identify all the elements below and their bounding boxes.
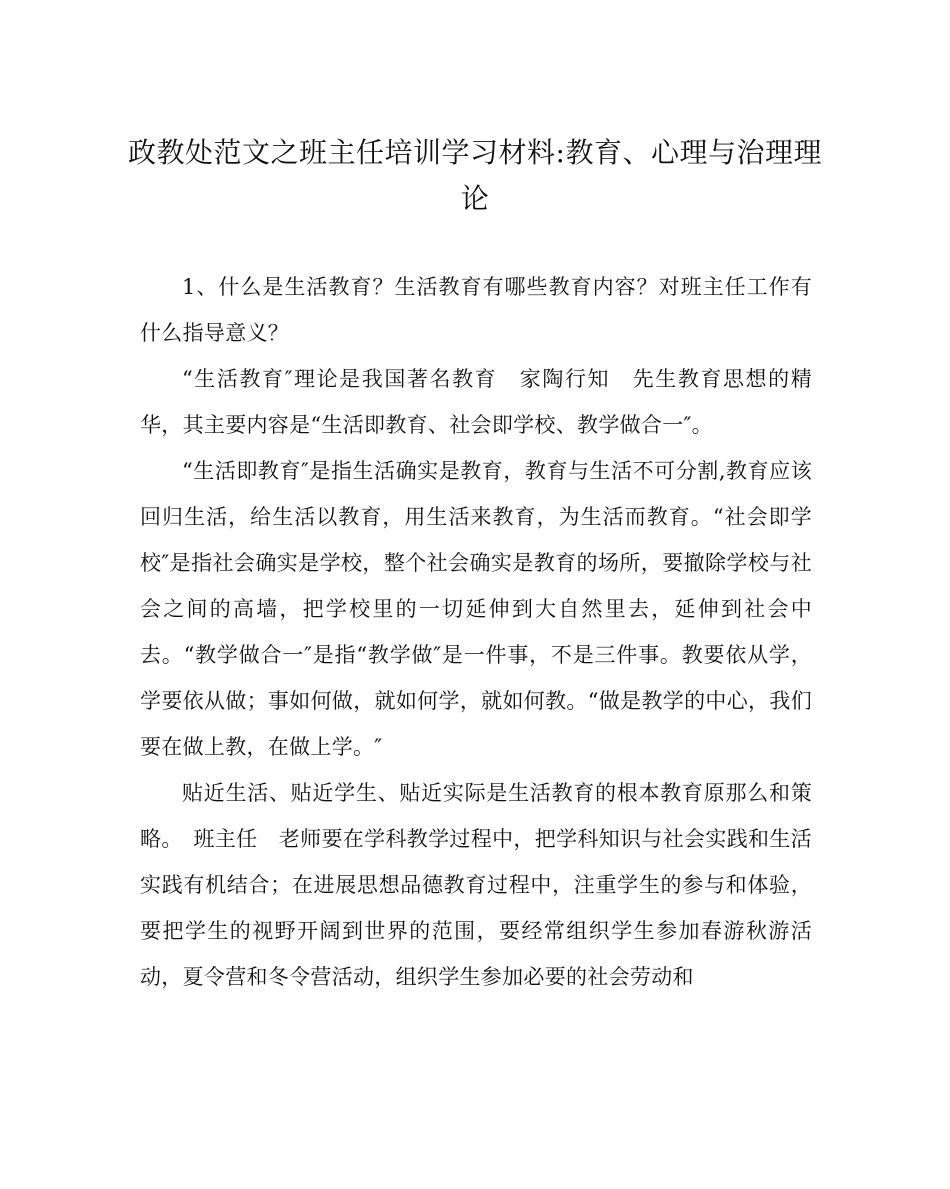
document-title: 政教处范文之班主任培训学习材料:教育、心理与治理理论 <box>128 136 822 215</box>
paragraph-life-is-education: “生活即教育″是指生活确实是教育，教育与生活不可分割,教育应该回归生活，给生活以教育，用生活来教育，为生活而教育。“社会即学校″是指社会确实是学校，整个社会确实是教育的场所，要撤除学校与社会之间的高墙，把学校里的一切延伸到大自然里去，延伸到社会中去。“教学做合一″是指“教学做″是一件事，不是三件事。教要依从学，学要依从做；事如何做，就如何学，就如何教。“做是教学的中心，我们要在做上教，在做上学。″ <box>140 459 812 759</box>
paragraph-principles-strategy: 贴近生活、贴近学生、贴近实际是生活教育的根本教育原那么和策略。 班主任 老师要在学科教学过程中，把学科知识与社会实践和生活实践有机结合；在进展思想品德教育过程中，注重学生的参与和体验，要把学生的视野开阔到世界的范围，要经常组织学生参加春游秋游活动，夏令营和冬令营活动，组织学生参加必要的社会劳动和 <box>140 781 812 989</box>
paragraph-question-1: 1、什么是生活教育？生活教育有哪些教育内容？对班主任工作有什么指导意义？ <box>140 275 812 345</box>
document-body <box>140 264 812 1000</box>
paragraph-life-education-intro: “生活教育″理论是我国著名教育 家陶行知 先生教育思想的精华，其主要内容是“生活即教育、社会即学校、教学做合一″。 <box>140 367 812 437</box>
